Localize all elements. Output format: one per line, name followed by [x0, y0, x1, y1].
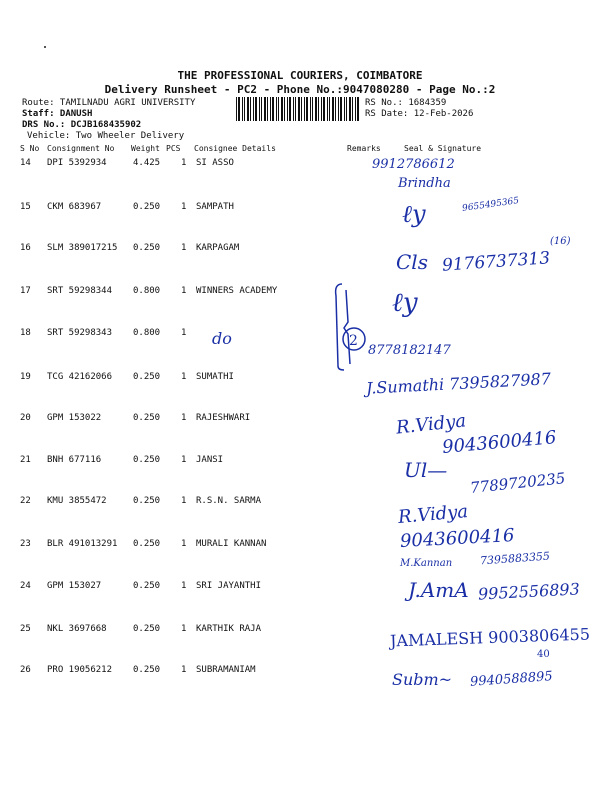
cell-pcs: 1	[181, 581, 187, 591]
barcode-bar	[304, 97, 305, 121]
cell-weight: 0.250	[133, 455, 161, 465]
cell-sno: 18	[20, 328, 31, 338]
cell-weight: 0.250	[133, 539, 161, 549]
barcode-bar	[293, 97, 294, 121]
barcode-bar	[261, 97, 262, 121]
barcode-bar	[315, 97, 317, 121]
ditto-mark: do	[212, 329, 232, 348]
barcode-bar	[312, 97, 313, 121]
cell-weight: 0.250	[133, 413, 161, 423]
barcode-bar	[270, 97, 271, 121]
handwritten-signature: J.Sumathi 7395827987	[365, 369, 552, 398]
barcode-bar	[236, 97, 237, 121]
cell-sno: 26	[20, 665, 31, 675]
barcode-bar	[295, 97, 296, 121]
cell-consignment-no: NKL 3697668	[47, 624, 107, 634]
cell-consignee: MURALI KANNAN	[196, 539, 267, 549]
cell-pcs: 1	[181, 286, 187, 296]
barcode-bar	[329, 97, 330, 121]
table-row	[0, 286, 600, 326]
cell-weight: 0.250	[133, 581, 161, 591]
cell-consignment-no: SLM 389017215	[47, 243, 118, 253]
cell-consignee: KARTHIK RAJA	[196, 624, 262, 634]
cell-consignee: KARPAGAM	[196, 243, 240, 253]
handwritten-signature: R.Vidya	[395, 410, 468, 439]
cell-sno: 21	[20, 455, 31, 465]
cell-sno: 23	[20, 539, 31, 549]
cell-pcs: 1	[181, 665, 187, 675]
cell-pcs: 1	[181, 455, 187, 465]
cell-pcs: 1	[181, 496, 187, 506]
cell-weight: 0.250	[133, 372, 161, 382]
signature-scribble: ℓy	[402, 200, 426, 228]
rs-date: RS Date: 12-Feb-2026	[365, 109, 474, 119]
signature-scribble: ℓy	[392, 288, 418, 318]
cell-consignment-no: KMU 3855472	[47, 496, 107, 506]
drs-label: DRS No.: DCJB168435902	[22, 120, 142, 130]
cell-pcs: 1	[181, 624, 187, 634]
handwritten-signature: 9043600416	[441, 427, 558, 458]
barcode-bar	[318, 97, 319, 121]
barcode-bar	[259, 97, 260, 121]
barcode-bar	[352, 97, 353, 121]
cell-consignee: SUBRAMANIAM	[196, 665, 256, 675]
stray-mark	[44, 46, 46, 48]
cell-sno: 17	[20, 286, 31, 296]
barcode-bar	[306, 97, 308, 121]
cell-consignment-no: SRT 59298343	[47, 328, 113, 338]
barcode-bar	[264, 97, 266, 121]
cell-pcs: 1	[181, 372, 187, 382]
handwritten-signature: 9043600416	[399, 525, 516, 552]
barcode-bar	[355, 97, 356, 121]
cell-consignee: SI ASSO	[196, 158, 234, 168]
cell-consignee: WINNERS ACADEMY	[196, 286, 278, 296]
barcode-bar	[335, 97, 336, 121]
col-pcs: PCS	[166, 144, 181, 153]
barcode-bar	[267, 97, 268, 121]
signature-scribble: M.Kannan	[400, 558, 453, 569]
cell-sno: 22	[20, 496, 31, 506]
signature-scribble: J.AmA	[408, 578, 469, 602]
barcode-bar	[242, 97, 243, 121]
barcode-bar	[332, 97, 334, 121]
cell-pcs: 1	[181, 202, 187, 212]
cell-consignment-no: PRO 19056212	[47, 665, 113, 675]
cell-weight: 0.250	[133, 496, 161, 506]
cell-sno: 20	[20, 413, 31, 423]
barcode-bar	[344, 97, 345, 121]
cell-consignee: JANSI	[196, 455, 224, 465]
cell-pcs: 1	[181, 243, 187, 253]
signature-scribble: Ul—	[404, 458, 448, 482]
cell-consignment-no: TCG 42162066	[47, 372, 113, 382]
barcode-bar	[238, 97, 240, 121]
rs-number: RS No.: 1684359	[365, 98, 447, 108]
col-remarks: Remarks	[347, 144, 381, 153]
col-weight: Weight	[131, 144, 160, 153]
barcode-bar	[250, 97, 251, 121]
bracket-mark	[330, 282, 390, 372]
barcode-bar	[253, 97, 254, 121]
cell-consignment-no: GPM 153027	[47, 581, 102, 591]
handwritten-signature: R.Vidya	[397, 500, 469, 529]
barcode-bar	[301, 97, 302, 121]
barcode-bar	[338, 97, 339, 121]
handwritten-signature: 40	[537, 649, 550, 660]
barcode-bar	[244, 97, 245, 121]
cell-pcs: 1	[181, 328, 187, 338]
cell-weight: 0.800	[133, 286, 161, 296]
route-label: Route: TAMILNADU AGRI UNIVERSITY	[22, 98, 196, 108]
barcode-bar	[298, 97, 300, 121]
handwritten-signature: 8778182147	[368, 343, 451, 358]
barcode-bar	[272, 97, 274, 121]
cell-weight: 0.250	[133, 202, 161, 212]
barcode-bar	[247, 97, 249, 121]
barcode-bar	[357, 97, 359, 121]
runsheet-title: Delivery Runsheet - PC2 - Phone No.:9047080280 - Page No.:2	[104, 83, 496, 96]
cell-weight: 0.800	[133, 328, 161, 338]
cell-sno: 14	[20, 158, 31, 168]
table-row	[0, 202, 600, 242]
cell-weight: 0.250	[133, 624, 161, 634]
barcode-bar	[287, 97, 288, 121]
barcode-bar	[310, 97, 311, 121]
barcode-bar	[289, 97, 291, 121]
cell-consignment-no: BNH 677116	[47, 455, 102, 465]
signature-scribble: Cls	[396, 250, 428, 274]
cell-consignment-no: BLR 491013291	[47, 539, 118, 549]
cell-consignment-no: GPM 153022	[47, 413, 102, 423]
barcode-bar	[340, 97, 342, 121]
barcode-bar	[346, 97, 347, 121]
handwritten-signature: 9940588895	[469, 669, 554, 690]
handwritten-signature: 9912786612	[372, 157, 455, 172]
handwritten-signature: 9176737313	[441, 248, 551, 276]
handwritten-signature: 9952556893	[477, 579, 581, 604]
cell-consignment-no: CKM 683967	[47, 202, 102, 212]
cell-sno: 19	[20, 372, 31, 382]
col-seal: Seal & Signature	[404, 144, 482, 153]
handwritten-signature: 7395883355	[479, 549, 551, 568]
group-number: 2	[349, 333, 358, 349]
cell-pcs: 1	[181, 413, 187, 423]
barcode-bar	[255, 97, 257, 121]
cell-consignee: R.S.N. SARMA	[196, 496, 262, 506]
barcode-bar	[278, 97, 279, 121]
cell-sno: 24	[20, 581, 31, 591]
cell-pcs: 1	[181, 158, 187, 168]
vehicle-label: Vehicle: Two Wheeler Delivery	[27, 131, 185, 141]
col-sno: S No	[20, 144, 40, 153]
barcode-bar	[281, 97, 283, 121]
staff-label: Staff: DANUSH	[22, 109, 93, 119]
table-row	[0, 158, 600, 198]
handwritten-signature: Brindha	[398, 176, 451, 191]
cell-pcs: 1	[181, 539, 187, 549]
cell-weight: 0.250	[133, 243, 161, 253]
cell-consignee: SRI JAYANTHI	[196, 581, 262, 591]
handwritten-signature: JAMALESH 9003806455	[389, 624, 591, 651]
barcode-bar	[276, 97, 277, 121]
cell-weight: 0.250	[133, 665, 161, 675]
cell-consignee: RAJESHWARI	[196, 413, 251, 423]
barcode-bar	[327, 97, 328, 121]
cell-sno: 25	[20, 624, 31, 634]
cell-consignee: SAMPATH	[196, 202, 234, 212]
handwritten-signature: (16)	[550, 236, 571, 247]
cell-sno: 16	[20, 243, 31, 253]
col-consignee: Consignee Details	[194, 144, 276, 153]
signature-scribble: Subm~	[392, 670, 453, 689]
cell-consignment-no: SRT 59298344	[47, 286, 113, 296]
col-consignment: Consignment No	[47, 144, 115, 153]
handwritten-signature: 9655495365	[461, 196, 520, 214]
barcode-bar	[323, 97, 325, 121]
barcode-bar	[321, 97, 322, 121]
cell-sno: 15	[20, 202, 31, 212]
table-row	[0, 328, 600, 368]
barcode-bar	[284, 97, 285, 121]
cell-consignee: SUMATHI	[196, 372, 234, 382]
handwritten-signature: 7789720235	[469, 469, 567, 497]
company-title: THE PROFESSIONAL COURIERS, COIMBATORE	[177, 69, 423, 82]
cell-weight: 4.425	[133, 158, 161, 168]
barcode	[236, 97, 362, 121]
barcode-bar	[349, 97, 351, 121]
cell-consignment-no: DPI 5392934	[47, 158, 107, 168]
